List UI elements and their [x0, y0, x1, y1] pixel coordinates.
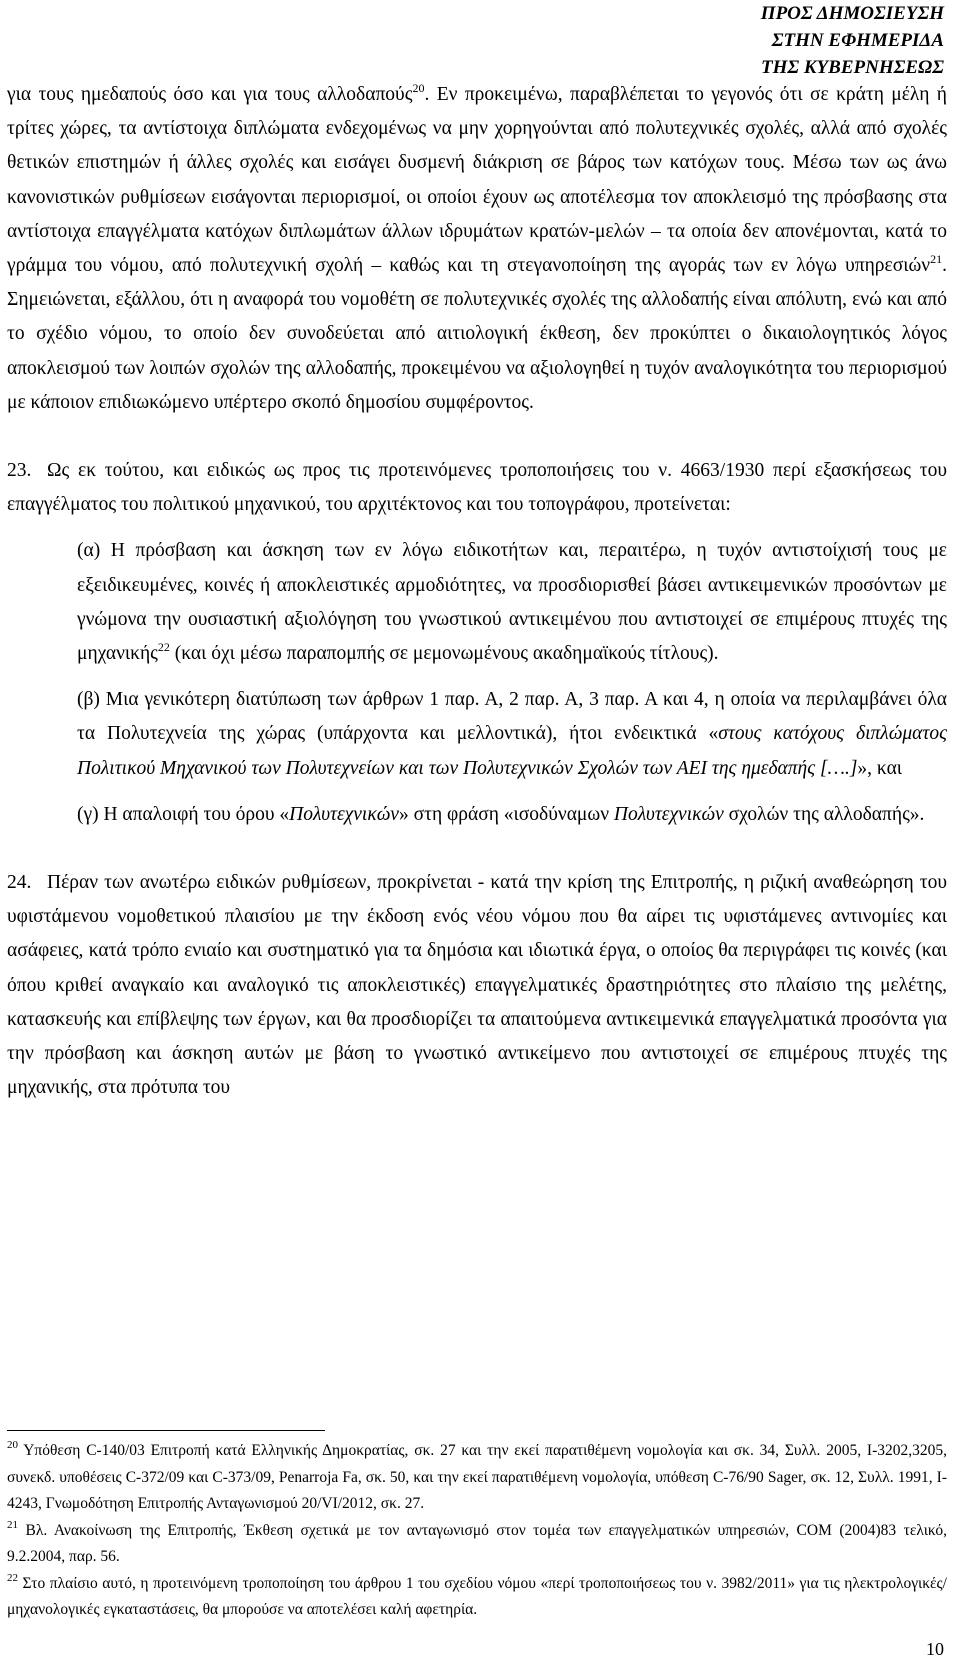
footnote-21: $^{21}$ Βλ. Ανακοίνωση της Επιτροπής, Έκθεση σχετικά με τον ανταγωνισμό στον τομέα των επαγγελματικών υπηρεσιών, COM (2004)83 τελικό, 9.2.2004, παρ. 56. — [7, 1518, 947, 1565]
proposal-item-c: (γ) Η απαλοιφή του όρου «Πολυτεχνικών» στη φράση «ισοδύναμων Πολυτεχνικών σχολών της αλλοδαπής». — [77, 803, 925, 825]
footnote-20: $^{20}$ Υπόθεση C-140/03 Επιτροπή κατά Ελληνικής Δημοκρατίας, σκ. 27 και την εκεί παρατιθέμενη νομολογία και σκ. 34, Συλλ. 2005, I-3202,3205, συνεκδ. υποθέσεις C-372/09 και C-373/09, Penarroja Fa, σκ. 50, και την εκεί παρατιθέμενη νομολογία, υπόθεση C-76/90 Sager, σκ. 12, Συλλ. 1991, I-4243, Γνωμοδότηση Επιτροπής Ανταγωνισμού 20/VI/2012, σκ. 27. — [7, 1439, 947, 1512]
paragraph-23: 23. Ως εκ τούτου, και ειδικώς ως προς τις προτεινόμενες τροποποιήσεις του ν. 4663/1930 περί εξασκήσεως του επαγγέλματος του πολιτικού μηχανικού, του αρχιτέκτονος και του τοπογράφου, προτείνεται: — [7, 454, 947, 522]
document-body — [7, 78, 947, 1105]
footnotes — [7, 1438, 947, 1624]
header-line-1: ΠΡΟΣ ΔΗΜΟΣΙΕΥΣΗ — [760, 3, 944, 24]
footnote-ref-20[interactable]: 20 — [412, 81, 425, 95]
paragraph-number: 24. — [7, 872, 32, 894]
header-line-3: ΤΗΣ ΚΥΒΕΡΝΗΣΕΩΣ — [760, 57, 944, 78]
page-number: 10 — [926, 1639, 944, 1659]
footnote-ref-21[interactable]: 21 — [930, 252, 943, 267]
footnote-separator — [7, 1430, 325, 1431]
proposal-item-a: (α) Η πρόσβαση και άσκηση των εν λόγω ειδικοτήτων και, περαιτέρω, η τυχόν αντιστοίχισή τους με εξειδικευμένες, κοινές ή αποκλειστικές αρμοδιότητες, να προσδιορισθεί βάσει αντικειμενικών προσόντων με γνώμονα την ουσιαστική αξιολόγηση του γνωστικού αντικειμένου που αντιστοιχεί σε επιμέρους πτυχές της μηχανικής$^{22}$ (και όχι μέσω παραπομπής σε μεμονωμένους ακαδημαϊκούς τίτλους). — [77, 540, 947, 665]
header-line-2: ΣΤΗΝ ΕΦΗΜΕΡΙΔΑ — [771, 30, 944, 51]
paragraph-continuation: για τους ημεδαπούς όσο και για τους αλλοδαπούς$^{20}$. Εν προκειμένω, παραβλέπεται το γεγονός ότι σε κράτη μέλη ή τρίτες χώρες, τα αντίστοιχα διπλώματα ενδεχομένως να μην χορηγούνται από πολυτεχνικές σχολές, αλλά από σχολές θετικών επιστημών ή άλλες σχολές και εισάγει δυσμενή διάκριση σε βάρος των κατόχων τους. Μέσω των ως άνω κανονιστικών ρυθμίσεων εισάγονται περιορισμοί, οι οποίοι έχουν ως αποτέλεσμα τον αποκλεισμό της πρόσβασης στα αντίστοιχα επαγγέλματα κατόχων διπλωμάτων άλλων ιδρυμάτων κρατών-μελών – τα οποία δεν απονέμονται, κατά το γράμμα του νόμου, από πολυτεχνική σχολή – καθώς και τη στεγανοποίηση της αγοράς των εν λόγω υπηρεσιών$^{21}$. Σημειώνεται, εξάλλου, ότι η αναφορά του νομοθέτη σε πολυτεχνικές σχολές της αλλοδαπής είναι απόλυτη, ενώ και από το σχέδιο νόμου, το οποίο δεν συνοδεύεται από αιτιολογική έκθεση, δεν προκύπτει ο δικαιολογητικός λόγος αποκλεισμού των λοιπών σχολών της αλλοδαπής, προκειμένου να αξιολογηθεί η τυχόν αναλογικότητα του περιορισμού με κάποιον επιδιωκώμενο υπέρτερο σκοπό δημοσίου συμφέροντος. — [7, 81, 947, 413]
paragraph-24: 24. Πέραν των ανωτέρω ειδικών ρυθμίσεων, προκρίνεται - κατά την κρίση της Επιτροπής, η ριζική αναθεώρηση του υφιστάμενου νομοθετικού πλαισίου με την έκδοση ενός νέου νόμου που θα αίρει τις υφιστάμενες αντινομίες και ασάφειες, κατά τρόπο ενιαίο και συστηματικό για τα δημόσια και ιδιωτικά έργα, ο οποίος θα περιγράφει τις κοινές (και όπου κριθεί αναγκαίο και αναλογικό τις αποκλειστικές) επαγγελματικές δραστηριότητες στο πλαίσιο της μελέτης, κατασκευής και επίβλεψης των έργων, και θα προσδιορίζει τα απαιτούμενα αντικειμενικά επαγγελματικά προσόντα για την πρόσβαση και άσκηση αυτών με βάση το γνωστικό αντικείμενο που αντιστοιχεί σε επιμέρους πτυχές της μηχανικής, στα πρότυπα του — [7, 866, 947, 1105]
footnote-22: $^{22}$ Στο πλαίσιο αυτό, η προτεινόμενη τροποποίηση του άρθρου 1 του σχεδίου νόμου «περί τροποποιήσεως του ν. 3982/2011» για τις ηλεκτρολογικές/μηχανολογικές εγκαταστάσεις, θα μπορούσε να αποτελέσει καλή αφετηρία. — [7, 1571, 947, 1618]
footnote-ref-22[interactable]: 22 — [157, 640, 170, 655]
proposal-item-b: (β) Μια γενικότερη διατύπωση των άρθρων 1 παρ. Α, 2 παρ. Α, 3 παρ. Α και 4, η οποία να περιλαμβάνει όλα τα Πολυτεχνεία της χώρας (υπάρχοντα και μελλοντικά), ήτοι ενδεικτικά «στους κατόχους διπλώματος Πολιτικού Μηχανικού των Πολυτεχνείων και των Πολυτεχνικών Σχολών των ΑΕΙ της ημεδαπής [….]», και — [77, 689, 947, 779]
paragraph-number: 23. — [7, 460, 32, 482]
publication-header — [761, 0, 944, 81]
